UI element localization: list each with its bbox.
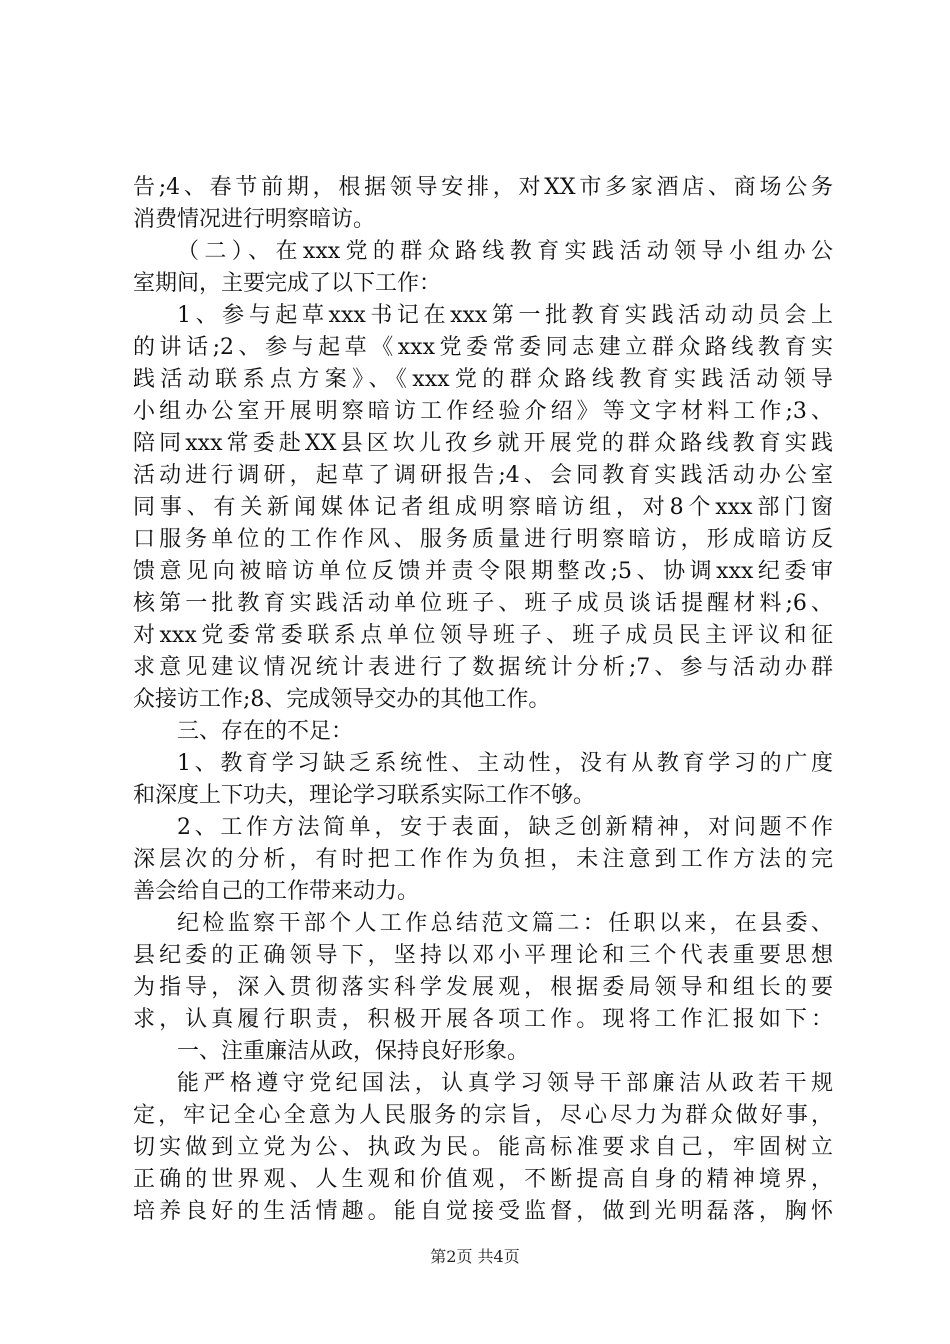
text-line: 馈意见向被暗访单位反馈并责令限期整改;5、协调xxx纪委审 <box>133 559 833 584</box>
text-line: 能严格遵守党纪国法，认真学习领导干部廉洁从政若干规 <box>177 1071 833 1096</box>
text-line: 陪同xxx常委赴XX县区坎儿孜乡就开展党的群众路线教育实践 <box>133 431 833 456</box>
text-line: 1、参与起草xxx书记在xxx第一批教育实践活动动员会上 <box>177 303 833 328</box>
text-line: 2、工作方法简单，安于表面，缺乏创新精神，对问题不作 <box>177 815 833 840</box>
text-line: 和深度上下功夫，理论学习联系实际工作不够。 <box>133 783 596 808</box>
text-line: 为指导，深入贯彻落实科学发展观，根据委局领导和组长的要 <box>133 975 833 1000</box>
text-line: 对xxx党委常委联系点单位领导班子、班子成员民主评议和征 <box>133 623 833 648</box>
text-line: 众接访工作;8、完成领导交办的其他工作。 <box>133 687 551 712</box>
text-line: 定，牢记全心全意为人民服务的宗旨，尽心尽力为群众做好事， <box>133 1103 833 1128</box>
text-line: 培养良好的生活情趣。能自觉接受监督，做到光明磊落，胸怀 <box>133 1199 833 1224</box>
text-line: 告;4、春节前期，根据领导安排，对XX市多家酒店、商场公务 <box>133 175 833 200</box>
text-line: 求，认真履行职责，积极开展各项工作。现将工作汇报如下： <box>133 1007 833 1032</box>
text-line: 同事、有关新闻媒体记者组成明察暗访组，对8个xxx部门窗 <box>133 495 833 520</box>
text-line: 室期间，主要完成了以下工作： <box>133 271 442 296</box>
text-line: 的讲话;2、参与起草《xxx党委常委同志建立群众路线教育实 <box>133 335 833 360</box>
text-line: 三、存在的不足： <box>177 719 354 744</box>
text-line: 消费情况进行明察暗访。 <box>133 207 376 232</box>
text-line: 县纪委的正确领导下，坚持以邓小平理论和三个代表重要思想 <box>133 943 833 968</box>
text-line: 纪检监察干部个人工作总结范文篇二：任职以来，在县委、 <box>177 911 833 936</box>
text-line: 1、教育学习缺乏系统性、主动性，没有从教育学习的广度 <box>177 751 833 776</box>
text-line: 核第一批教育实践活动单位班子、班子成员谈话提醒材料;6、 <box>133 591 833 616</box>
text-line: 善会给自己的工作带来动力。 <box>133 879 420 904</box>
text-line: 求意见建议情况统计表进行了数据统计分析;7、参与活动办群 <box>133 655 833 680</box>
text-line: 活动进行调研，起草了调研报告;4、会同教育实践活动办公室 <box>133 463 833 488</box>
text-line: 切实做到立党为公、执政为民。能高标准要求自己，牢固树立 <box>133 1135 833 1160</box>
text-line: 口服务单位的工作作风、服务质量进行明察暗访，形成暗访反 <box>133 527 833 552</box>
text-line: 一、注重廉洁从政，保持良好形象。 <box>177 1039 530 1064</box>
text-line: 小组办公室开展明察暗访工作经验介绍》等文字材料工作;3、 <box>133 399 833 424</box>
text-line: （二）、在xxx党的群众路线教育实践活动领导小组办公 <box>177 239 833 264</box>
text-line: 践活动联系点方案》、《xxx党的群众路线教育实践活动领导 <box>133 367 833 392</box>
page-number-footer: 第2页 共4页 <box>430 1247 520 1266</box>
document-body <box>133 172 833 1228</box>
text-line: 正确的世界观、人生观和价值观，不断提高自身的精神境界， <box>133 1167 833 1192</box>
text-line: 深层次的分析，有时把工作作为负担，未注意到工作方法的完 <box>133 847 833 872</box>
